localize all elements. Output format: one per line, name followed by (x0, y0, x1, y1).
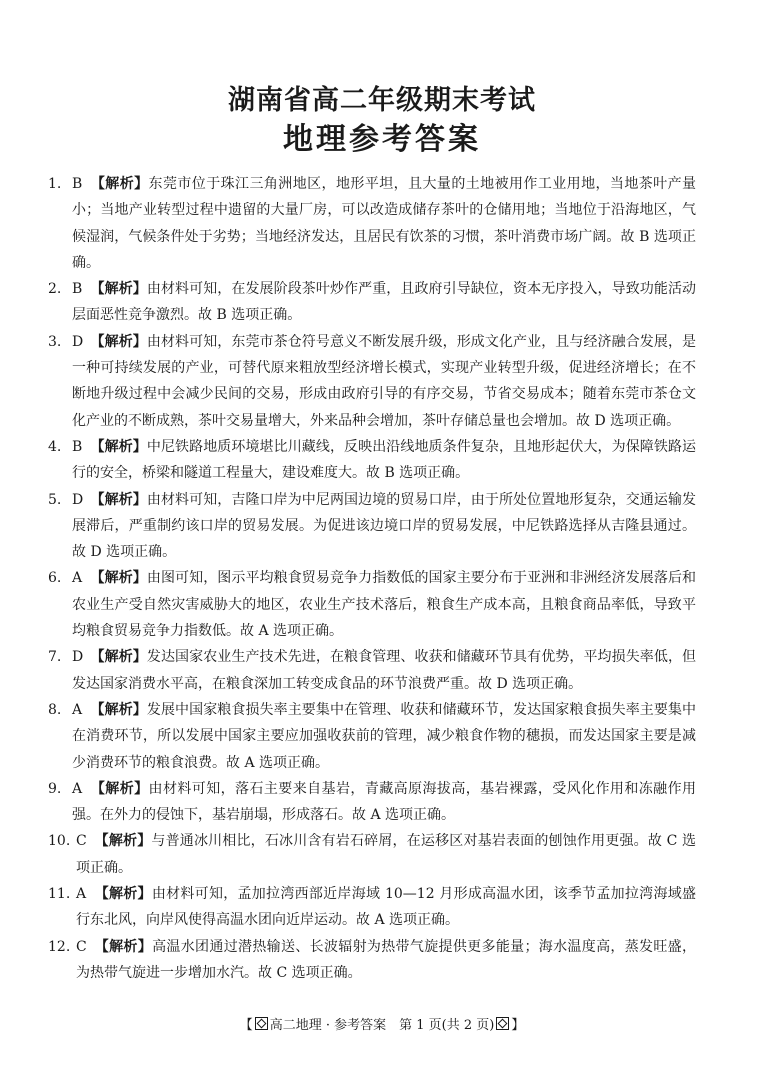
analysis-text: 中尼铁路地质环境堪比川藏线，反映出沿线地质条件复杂，且地形起伏大，为保障铁路运行的安全，桥梁和隧道工程量大，建设难度大。故 B 选项正确。 (72, 438, 697, 482)
answer-choice: A (72, 570, 83, 587)
question-number: 3. (48, 333, 62, 350)
analysis-tag: 【解析】 (90, 176, 149, 192)
answer-item-11 (48, 881, 696, 934)
diamond-box-icon (496, 1017, 509, 1030)
answer-choice: C (76, 833, 87, 850)
answer-choice: C (76, 938, 87, 955)
analysis-tag: 【解析】 (90, 649, 147, 666)
answer-key-title: 地理参考答案 (283, 122, 481, 157)
analysis-text: 高温水团通过潜热输送、长波辐射为热带气旋提供更多能量；海水温度高，蒸发旺盛，为热带气旋进一步增加水汽。故 C 选项正确。 (76, 938, 697, 981)
analysis-tag: 【解析】 (90, 333, 147, 350)
analysis-tag: 【解析】 (94, 938, 153, 955)
question-number: 5. (48, 491, 62, 508)
analysis-tag: 【解析】 (94, 886, 152, 903)
analysis-text: 发达国家农业生产技术先进，在粮食管理、收获和储藏环节具有优势，平均损失率低，但发达国家消费水平高，在粮食深加工转变成食品的环节浪费严重。故 D 选项正确。 (72, 649, 697, 692)
answer-choice: B (72, 281, 83, 298)
question-number: 4. (48, 438, 62, 455)
answer-item-4 (48, 434, 696, 487)
question-number: 8. (48, 701, 62, 718)
analysis-tag: 【解析】 (90, 281, 147, 298)
question-number: 9. (48, 780, 62, 797)
analysis-tag: 【解析】 (90, 570, 147, 587)
analysis-text: 东莞市位于珠江三角洲地区，地形平坦，且大量的土地被用作工业用地，当地茶叶产量小；当地产业转型过程中遗留的大量厂房，可以改造成储存茶叶的仓储用地；当地位于沿海地区，气候湿润，气候条件处于劣势；当地经济发达，且居民有饮茶的习惯，茶叶消费市场广阔。故 B 选项正确。 (72, 176, 697, 271)
question-number: 12. (48, 938, 71, 955)
exam-title: 湖南省高二年级期末考试 (228, 85, 536, 116)
answer-item-7 (48, 644, 696, 697)
answer-item-10 (48, 828, 696, 881)
question-number: 1. (48, 176, 62, 192)
analysis-tag: 【解析】 (90, 491, 147, 508)
answer-choice: D (72, 333, 84, 350)
question-number: 7. (48, 649, 62, 666)
answer-item-8 (48, 697, 696, 776)
analysis-tag: 【解析】 (90, 780, 149, 797)
diamond-box-icon (255, 1017, 268, 1030)
analysis-text: 由材料可知，落石主要来自基岩，青藏高原海拔高，基岩裸露，受风化作用和冻融作用强。在外力的侵蚀下，基岩崩塌，形成落石。故 A 选项正确。 (72, 780, 697, 824)
analysis-tag: 【解析】 (90, 701, 147, 718)
question-number: 6. (48, 570, 62, 587)
analysis-text: 发展中国家粮食损失率主要集中在管理、收获和储藏环节，发达国家粮食损失率主要集中在消费环节，所以发展中国家主要应加强收获前的管理，减少粮食作物的穗损，而发达国家主要是减少消费环节的粮食浪费。故 A 选项正确。 (72, 701, 697, 771)
answer-item-6 (48, 565, 696, 644)
analysis-tag: 【解析】 (94, 833, 152, 850)
answer-item-1 (48, 171, 696, 276)
answer-choice: B (72, 176, 83, 192)
analysis-text: 由材料可知，在发展阶段茶叶炒作严重，且政府引导缺位，资本无序投入，导致功能活动层面恶性竞争激烈。故 B 选项正确。 (72, 281, 697, 324)
analysis-text: 由材料可知，吉隆口岸为中尼两国边境的贸易口岸，由于所处位置地形复杂，交通运输发展滞后，严重制约该口岸的贸易发展。为促进该边境口岸的贸易发展，中尼铁路选择从吉隆县通过。故 D 选项正确。 (72, 491, 697, 561)
analysis-tag: 【解析】 (90, 438, 147, 455)
answer-choice: D (72, 491, 84, 508)
answer-item-5 (48, 487, 696, 566)
analysis-text: 由材料可知，孟加拉湾西部近岸海域 10—12 月形成高温水团，该季节孟加拉湾海域盛行东北风，向岸风使得高温水团向近岸运动。故 A 选项正确。 (76, 886, 697, 929)
question-number: 10. (48, 833, 71, 850)
answer-choice: A (72, 701, 83, 718)
footer-close-bracket: 】 (511, 1018, 525, 1033)
analysis-text: 与普通冰川相比，石冰川含有岩石碎屑，在运移区对基岩表面的刨蚀作用更强。故 C 选项正确。 (76, 833, 697, 876)
analysis-text: 由材料可知，东莞市茶仓符号意义不断发展升级，形成文化产业，且与经济融合发展，是一种可持续发展的产业，可替代原来粗放型经济增长模式，实现产业转型升级，促进经济增长；在不断地升级过程中会减少民间的交易，形成由政府引导的有序交易，节省交易成本；随着东莞市茶仓文化产业的不断成熟，茶叶交易量增大，外来品种会增加，茶叶存储总量也会增加。故 D 选项正确。 (72, 333, 697, 429)
answer-choice: B (72, 438, 83, 455)
answer-choice: A (72, 780, 83, 797)
answer-list (48, 171, 696, 986)
answer-choice: D (72, 649, 84, 666)
page-footer (0, 1014, 764, 1033)
answer-item-12 (48, 934, 696, 987)
answer-item-9 (48, 776, 696, 829)
answer-item-3 (48, 329, 696, 434)
question-number: 11. (48, 886, 71, 903)
answer-item-2 (48, 276, 696, 329)
answer-choice: A (76, 886, 87, 903)
footer-open-bracket: 【 (239, 1018, 253, 1033)
footer-text: 高二地理 · 参考答案 第 1 页(共 2 页) (269, 1018, 495, 1033)
question-number: 2. (48, 281, 62, 298)
analysis-text: 由图可知，图示平均粮食贸易竞争力指数低的国家主要分布于亚洲和非洲经济发展落后和农业生产受自然灾害威胁大的地区，农业生产技术落后，粮食生产成本高，且粮食商品率低，导致平均粮食贸易竞争力指数低。故 A 选项正确。 (72, 570, 697, 640)
